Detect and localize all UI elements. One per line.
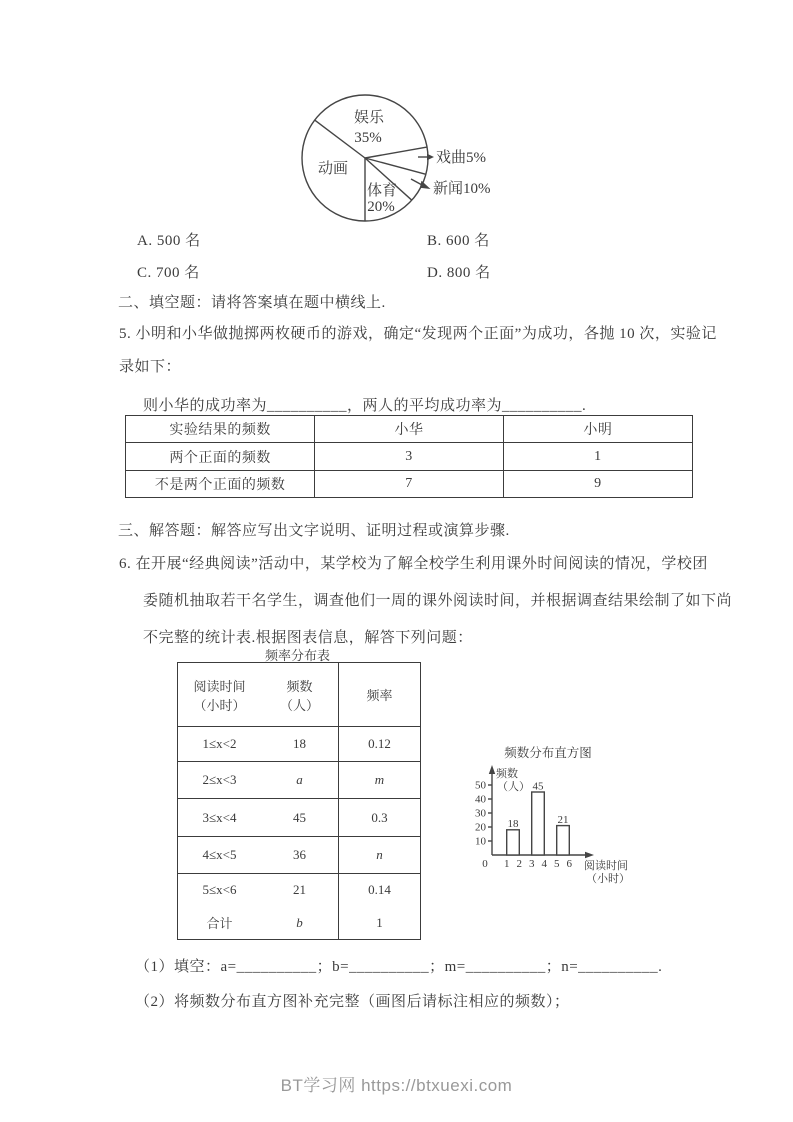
section-3-heading: 三、解答题：解答应写出文字说明、证明过程或演算步骤. [118, 523, 510, 539]
q5-blanks-line: 则小华的成功率为__________，两人的平均成功率为__________. [143, 398, 587, 414]
table-cell: 18 [261, 727, 339, 762]
table-cell: b [261, 907, 339, 940]
origin-label: 0 [482, 858, 488, 870]
table-cell: n [339, 837, 421, 874]
table-cell: 9 [503, 471, 692, 498]
table-row [178, 762, 421, 799]
table-header-row [126, 416, 693, 443]
q6-part1-blanks: （1）填空：a=__________；b=__________；m=__________；n=__________. [135, 959, 663, 975]
table-header-row [178, 663, 421, 727]
table-cell: 3 [315, 443, 503, 471]
y-tick-label: 50 [475, 779, 486, 792]
pie-label-sports: 体育 [366, 183, 398, 199]
bar-value-label: 21 [557, 814, 569, 826]
bar-5-6 [557, 826, 570, 855]
header-line: 阅读时间 [193, 678, 246, 694]
x-tick-label: 5 [553, 858, 560, 870]
x-axis-arrow-icon [585, 852, 594, 858]
y-tick-label: 40 [475, 793, 486, 806]
option-b: B. 600 名 [427, 233, 490, 249]
q6-text-line3: 不完整的统计表.根据图表信息，解答下列问题： [143, 630, 473, 646]
table-row [178, 837, 421, 874]
x-axis-label-line2: （小时） [586, 873, 630, 885]
pie-label-sports-pct: 20% [367, 199, 395, 215]
y-axis-label-line1: 频数 [496, 768, 518, 780]
table-cell: 1≤x<2 [178, 727, 262, 762]
table-cell: 1 [503, 443, 692, 471]
q5-result-table [125, 415, 693, 498]
bar-1-2 [507, 830, 520, 855]
x-tick-label: 4 [541, 858, 548, 870]
frequency-histogram [455, 740, 680, 890]
table-cell: 0.14 [339, 874, 421, 907]
table-cell: 合计 [178, 907, 262, 940]
table-cell: 1 [339, 907, 421, 940]
x-axis-label-line1: 阅读时间 [584, 860, 628, 872]
table-header-cell: 实验结果的频数 [126, 416, 315, 443]
table-header-cell: 小明 [503, 416, 692, 443]
table-cell: 21 [261, 874, 339, 907]
q6-part2-instruction: （2）将频数分布直方图补充完整（画图后请标注相应的频数）； [135, 994, 570, 1010]
table-header-cell: 小华 [315, 416, 503, 443]
y-tick-label: 10 [475, 835, 486, 848]
table-row [178, 727, 421, 762]
option-a: A. 500 名 [137, 233, 201, 249]
bar-value-label: 45 [532, 780, 544, 793]
x-tick-label: 2 [516, 858, 523, 870]
option-c: C. 700 名 [137, 265, 200, 281]
table-cell: m [339, 762, 421, 799]
news-arrowhead-icon [420, 181, 431, 189]
table-row [126, 471, 693, 498]
table-header-cell [261, 663, 339, 727]
y-axis-label-line2: （人） [497, 781, 530, 793]
histogram-title: 频数分布直方图 [504, 746, 592, 760]
footer-watermark: BT学习网 https://btxuexi.com [280, 1076, 513, 1095]
y-axis-arrow-icon [489, 765, 495, 774]
table-cell: 0.3 [339, 799, 421, 837]
table-cell: 36 [261, 837, 339, 874]
q6-text-line1: 6. 在开展“经典阅读”活动中，某学校为了解全校学生利用课外时间阅读的情况，学校团 [119, 556, 708, 572]
table-cell: 不是两个正面的频数 [126, 471, 315, 498]
table-row [126, 443, 693, 471]
table-header-cell: 频率 [339, 663, 421, 727]
q6-text-line2: 委随机抽取若干名学生，调查他们一周的课外阅读时间，并根据调查结果绘制了如下尚 [143, 593, 733, 609]
table-cell: 5≤x<6 [178, 874, 262, 907]
table-cell: 45 [261, 799, 339, 837]
table-total-row [178, 907, 421, 940]
pie-chart [280, 85, 515, 230]
table-cell: 3≤x<4 [178, 799, 262, 837]
bar-value-label: 18 [507, 818, 519, 830]
section-2-heading: 二、填空题：请将答案填在题中横线上. [118, 295, 386, 311]
header-line: 频数 [286, 678, 313, 694]
freq-table-title: 频率分布表 [264, 648, 330, 663]
q5-text-line2: 录如下： [119, 359, 182, 375]
pie-label-entertainment-pct: 35% [354, 130, 382, 146]
header-line: （小时） [193, 697, 246, 713]
table-cell: a [261, 762, 339, 799]
table-header-cell [178, 663, 262, 727]
x-tick-label: 3 [528, 858, 535, 870]
pie-label-animation: 动画 [317, 161, 349, 177]
table-cell: 4≤x<5 [178, 837, 262, 874]
opera-arrowhead-icon [427, 154, 434, 160]
y-tick-label: 20 [475, 821, 486, 834]
pie-label-news: 新闻10% [433, 181, 491, 197]
table-cell: 2≤x<3 [178, 762, 262, 799]
y-tick-label: 30 [475, 807, 486, 820]
header-line: （人） [279, 697, 319, 713]
x-tick-label: 6 [566, 858, 573, 870]
x-tick-label: 1 [503, 858, 510, 870]
pie-label-entertainment: 娱乐 [353, 110, 385, 126]
pie-label-opera: 戏曲5% [436, 150, 486, 166]
bar-3-4 [532, 792, 545, 855]
table-row [178, 799, 421, 837]
q5-text-line1: 5. 小明和小华做抛掷两枚硬币的游戏，确定“发现两个正面”为成功，各抛 10 次，实验记 [119, 326, 717, 342]
table-row [178, 874, 421, 907]
frequency-distribution-table [177, 662, 421, 940]
option-d: D. 800 名 [427, 265, 491, 281]
table-cell: 7 [315, 471, 503, 498]
table-cell: 0.12 [339, 727, 421, 762]
table-cell: 两个正面的频数 [126, 443, 315, 471]
